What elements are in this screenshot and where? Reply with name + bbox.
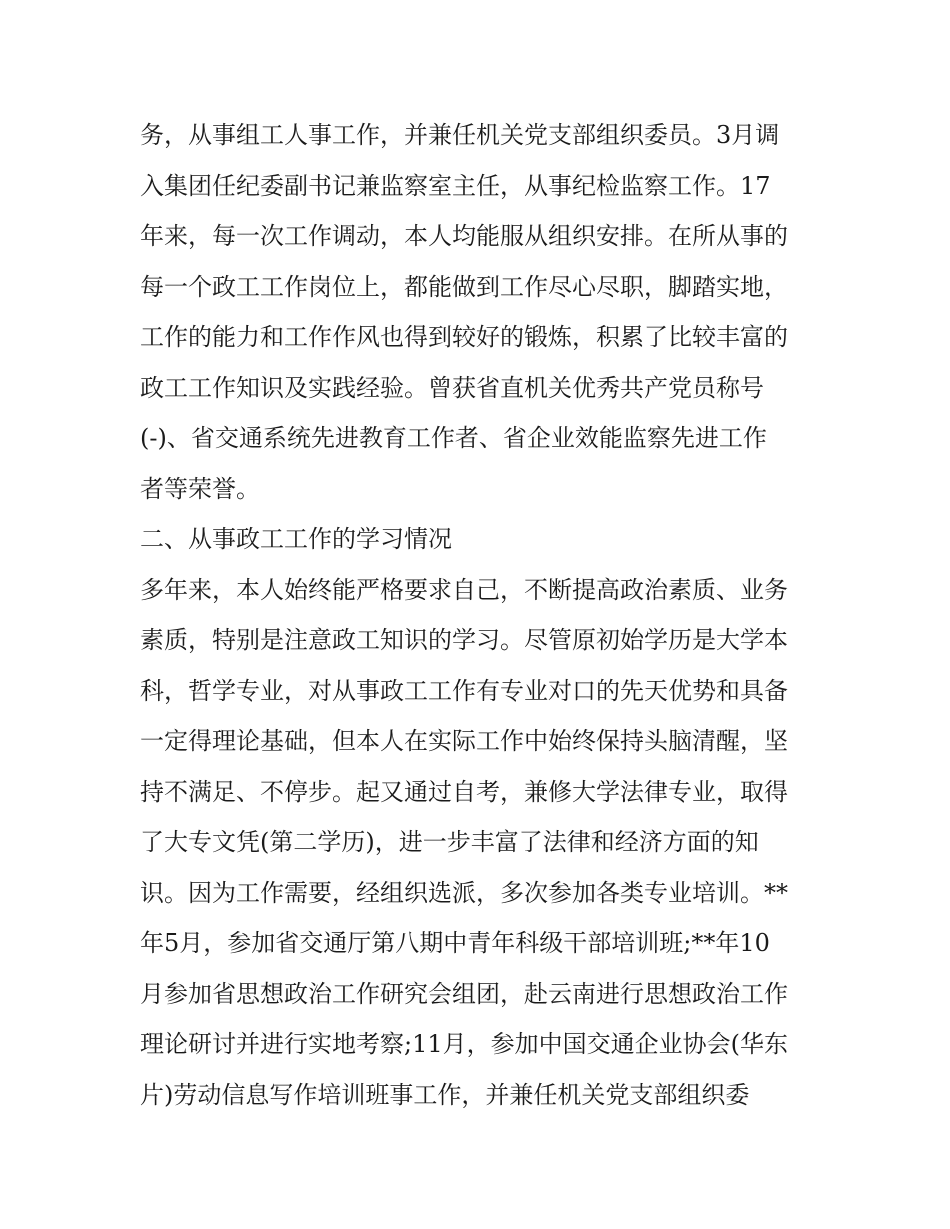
text-line: 了大专文凭(第二学历)，进一步丰富了法律和经济方面的知 (140, 828, 759, 856)
text-line: 科，哲学专业，对从事政工工作有专业对口的先天优势和具备 (140, 676, 788, 705)
text-line: 政工工作知识及实践经验。曾获省直机关优秀共产党员称号 (140, 373, 764, 402)
text-line: 多年来，本人始终能严格要求自己，不断提高政治素质、业务 (140, 575, 788, 604)
text-line: 者等荣誉。 (140, 474, 260, 503)
text-line: 理论研讨并进行实地考察;11月，参加中国交通企业协会(华东 (140, 1030, 788, 1058)
text-line: 持不满足、不停步。起又通过自考，兼修大学法律专业，取得 (140, 777, 788, 806)
body-text (140, 110, 820, 1120)
text-line: (-)、省交通系统先进教育工作者、省企业效能监察先进工作 (140, 424, 767, 452)
text-line: 入集团任纪委副书记兼监察室主任，从事纪检监察工作。17 (140, 171, 771, 200)
text-line: 一定得理论基础，但本人在实际工作中始终保持头脑清醒，坚 (140, 727, 788, 755)
section-heading: 二、从事政工工作的学习情况 (140, 525, 452, 553)
text-line: 素质，特别是注意政工知识的学习。尽管原初始学历是大学本 (140, 626, 788, 654)
text-line: 工作的能力和工作作风也得到较好的锻炼，积累了比较丰富的 (140, 323, 788, 351)
text-line: 年5月，参加省交通厅第八期中青年科级干部培训班;**年10 (140, 929, 770, 957)
text-line: 年来，每一次工作调动，本人均能服从组织安排。在所从事的 (140, 222, 788, 250)
text-line: 片)劳动信息写作培训班事工作，并兼任机关党支部组织委 (140, 1080, 750, 1109)
text-line: 月参加省思想政治工作研究会组团，赴云南进行思想政治工作 (140, 979, 788, 1008)
text-line: 识。因为工作需要，经组织选派，多次参加各类专业培训。** (140, 878, 788, 907)
text-line: 务，从事组工人事工作，并兼任机关党支部组织委员。3月调 (140, 121, 780, 149)
text-line: 每一个政工工作岗位上，都能做到工作尽心尽职，脚踏实地， (140, 272, 788, 301)
